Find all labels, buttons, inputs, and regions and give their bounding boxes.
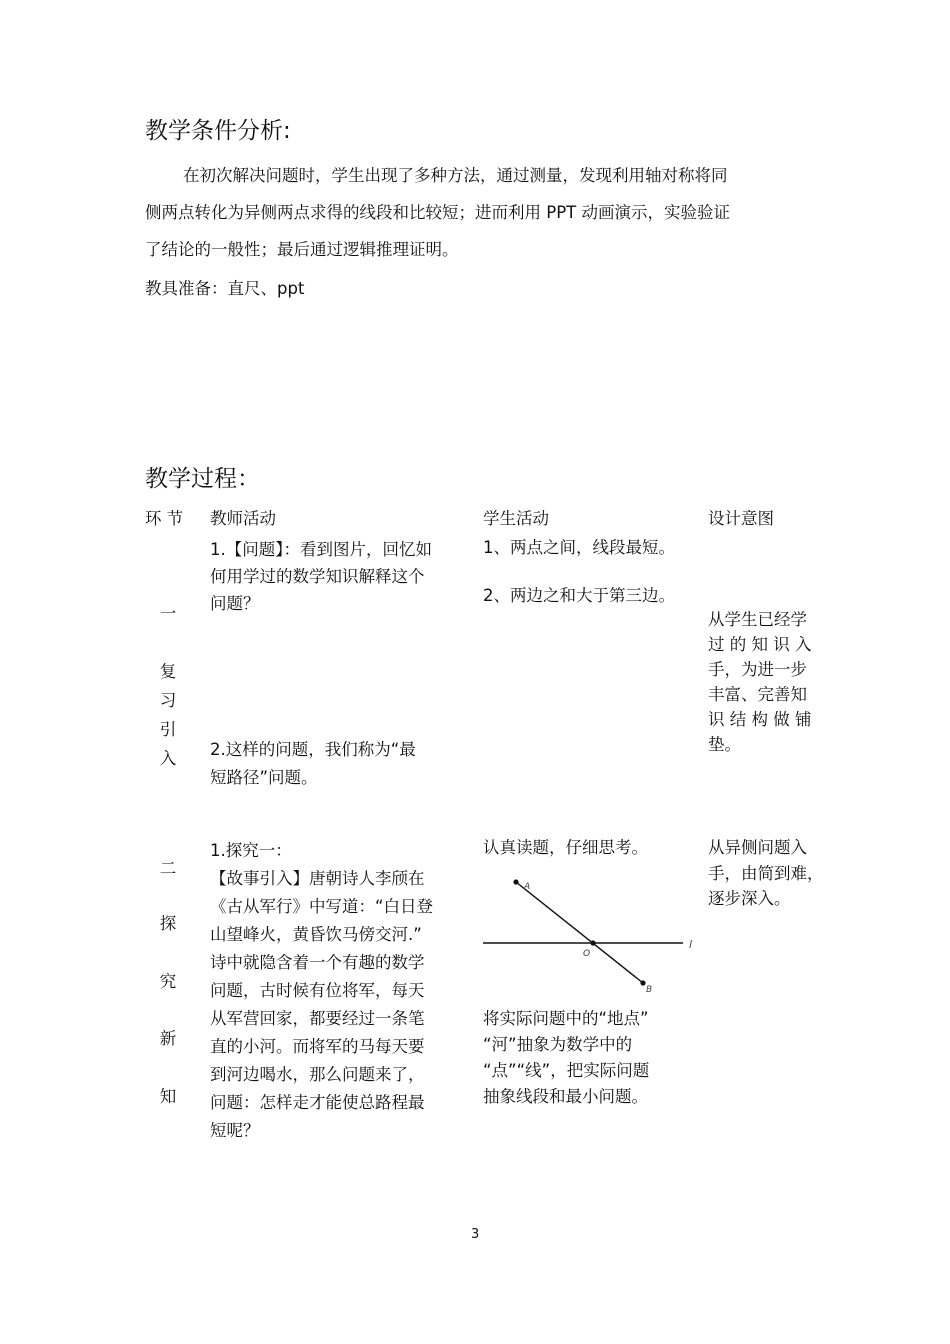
- stage2-char: 二: [159, 859, 177, 878]
- point-b: [640, 980, 645, 985]
- s2-intent-line: 逐步深入。: [708, 889, 791, 908]
- header-student: 学生活动: [483, 509, 549, 528]
- s2-student-2-line: “点”“线”，把实际问题: [483, 1061, 650, 1080]
- s2-teacher-line: 1.探究一：: [210, 841, 292, 860]
- s1-student-1: 1、两点之间，线段最短。: [483, 538, 675, 557]
- s1-intent-line: 垫。: [708, 735, 741, 754]
- label-b: B: [646, 985, 653, 995]
- stage2-char: 知: [159, 1087, 177, 1106]
- s2-intent-line: 从异侧问题入: [708, 838, 807, 857]
- s1-intent-line: 丰富、完善知: [708, 685, 807, 704]
- s2-teacher-line: 《古从军行》中写道：“白日登: [210, 897, 434, 916]
- s2-student-2-line: 抽象线段和最小问题。: [483, 1087, 648, 1106]
- label-a: A: [524, 882, 531, 892]
- page-number: 3: [471, 1227, 480, 1242]
- point-a: [513, 879, 518, 884]
- s2-teacher-line: 山望峰火，黄昏饮马傍交河.”: [210, 925, 422, 944]
- segment-ab: [516, 882, 643, 983]
- s2-teacher-line: 诗中就隐含着一个有趣的数学: [210, 953, 425, 972]
- conditions-para-line-2: 侧两点转化为异侧两点求得的线段和比较短；进而利用 PPT 动画演示，实验验证: [145, 203, 730, 222]
- stage2-char: 新: [159, 1029, 177, 1048]
- s1-intent-line: 手，为进一步: [708, 660, 807, 679]
- s2-teacher-line: 问题：怎样走才能使总路程最: [210, 1093, 425, 1112]
- point-o: [590, 940, 595, 945]
- s1-intent-line: 过 的 知 识 入: [708, 635, 812, 654]
- s2-teacher-line: 短呢？: [210, 1121, 260, 1140]
- label-l: l: [689, 938, 693, 951]
- s1-teacher-line: 2.这样的问题，我们称为“最: [210, 740, 416, 759]
- header-stage: 环 节: [145, 509, 184, 528]
- s2-teacher-line: 到河边喝水，那么问题来了，: [210, 1065, 425, 1084]
- stage1-char: 一: [159, 604, 177, 623]
- stage1-char: 引: [159, 720, 177, 739]
- process-title: 教学过程：: [145, 466, 260, 492]
- s2-student-2-line: 将实际问题中的“地点”: [483, 1009, 649, 1028]
- stage2-char: 探: [159, 914, 177, 933]
- s1-teacher-line: 短路径”问题。: [210, 768, 318, 787]
- river-diagram: [478, 870, 698, 995]
- stage1-char: 习: [159, 691, 177, 710]
- s2-teacher-line: 问题，古时候有位将军，每天: [210, 981, 425, 1000]
- s1-intent-line: 识 结 构 做 铺: [708, 710, 812, 729]
- s2-teacher-line: 直的小河。而将军的马每天要: [210, 1037, 425, 1056]
- s1-teacher-line: 何用学过的数学知识解释这个: [210, 567, 425, 586]
- header-intent: 设计意图: [708, 509, 774, 528]
- teaching-tools: 教具准备：直尺、ppt: [145, 279, 305, 298]
- conditions-para-line-1: 在初次解决问题时，学生出现了多种方法，通过测量，发现利用轴对称将同: [183, 166, 728, 185]
- stage1-char: 入: [159, 749, 177, 768]
- s1-teacher-line: 问题？: [210, 594, 260, 613]
- header-teacher: 教师活动: [210, 509, 276, 528]
- s2-student-1: 认真读题，仔细思考。: [483, 838, 648, 857]
- s2-student-2-line: “河”抽象为数学中的: [483, 1035, 633, 1054]
- conditions-title: 教学条件分析:: [145, 118, 291, 144]
- conditions-para-line-3: 了结论的一般性；最后通过逻辑推理证明。: [145, 240, 459, 259]
- s2-teacher-line: 从军营回家，都要经过一条笔: [210, 1009, 425, 1028]
- s1-intent-line: 从学生已经学: [708, 610, 807, 629]
- stage2-char: 究: [159, 972, 177, 991]
- label-o: O: [583, 949, 591, 959]
- s1-teacher-line: 1.【问题】：看到图片，回忆如: [210, 540, 432, 559]
- s2-intent-line: 手，由简到难，: [708, 864, 824, 883]
- stage1-char: 复: [159, 662, 177, 681]
- s2-teacher-line: 【故事引入】唐朝诗人李颀在: [210, 869, 425, 888]
- s1-student-2: 2、两边之和大于第三边。: [483, 586, 675, 605]
